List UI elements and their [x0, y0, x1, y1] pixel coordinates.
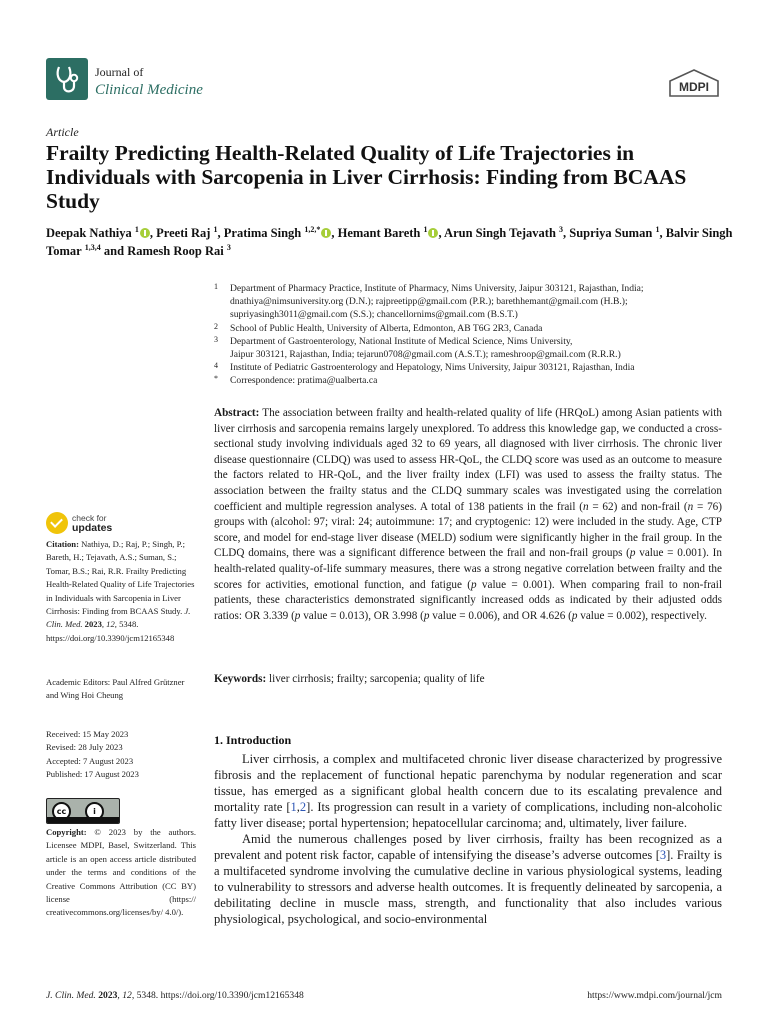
intro-paragraph: Liver cirrhosis, a complex and multifaceted chronic liver disease characterized by progressive fibrosis and the replacement of functional hepatic parenchyma by nodular regeneration and scar tissue, has emerged as a significant global health concern due to its escalating prevalence and mortality rate [1,2]. Its progression can result in a variety of complications, including non-alcoholic fatty liver disease; portal hypertension; hepatocellular carcinoma; and, ultimately, liver failure.	[214, 752, 722, 830]
affiliation-line: Department of Pharmacy Practice, Institute of Pharmacy, Nims University, Jaipur 303121, Rajasthan, India;	[230, 283, 644, 294]
introduction-body	[214, 751, 722, 927]
affiliation-item	[214, 335, 734, 361]
cc-icon: cc	[52, 802, 71, 821]
copyright-notice: Copyright: © 2023 by the authors. Licensee MDPI, Basel, Switzerland. This article is an open access article distributed under the terms and conditions of the Creative Commons Attribution (CC BY) license (https:// creativecommons.org/licenses/by/ 4.0/).	[46, 827, 196, 918]
author-affiliation-sup: 1,2,*	[304, 224, 321, 234]
affiliation-number: 4	[214, 361, 218, 371]
cc-by-license-icon[interactable]	[46, 798, 120, 824]
author-list: Deepak Nathiya $^1$ , Preeti Raj $^1$, Pratima Singh $^{1,2,*}$ , Hemant Bareth $^1$ , Arun Singh Tejavath $^3$, Supriya Suman $^1$, Balvir Singh Tomar $^{1,3,4}$ and Ramesh Roop Rai $^3$	[46, 224, 733, 258]
journal-name: Clinical Medicine	[95, 82, 203, 98]
author-name[interactable]: Supriya Suman	[569, 226, 653, 240]
author-name[interactable]: Hemant Bareth	[337, 226, 421, 240]
author-affiliation-sup: 1	[423, 224, 428, 234]
academic-editors: Academic Editors: Paul Alfred Grützner and Wing Hoi Cheung	[46, 677, 185, 701]
affiliation-line: Jaipur 303121, Rajasthan, India; tejarun0708@gmail.com (A.S.T.); rameshroop@gmail.com (R.R.R.)	[230, 349, 621, 361]
intro-paragraph: Amid the numerous challenges posed by liver cirrhosis, frailty has been recognized as a prevalent and potent risk factor, capable of intensifying the disease’s adverse outcomes [3]. Frailty is a multifaceted syndrome involving the cumulative decline in various physiological systems, leading to vulnerability to stressors and adverse health outcomes. It is frequently delineated by sarcopenia, a debilitating decline in muscle mass, strength, and functionality that also includes various physiological, psychological, and socio-environmental	[214, 832, 722, 926]
abstract-label: Abstract:	[214, 407, 260, 419]
author-affiliation-sup: 1,3,4	[84, 242, 101, 252]
footer-citation: J. Clin. Med. 2023, 12, 5348. https://doi.org/10.3390/jcm12165348	[46, 990, 304, 1001]
author-name[interactable]: Preeti Raj	[156, 226, 211, 240]
publication-dates	[46, 728, 196, 782]
received-date: Received: 15 May 2023	[46, 729, 129, 739]
affiliation-item	[214, 282, 734, 322]
affiliations	[214, 282, 734, 388]
affiliation-item	[214, 322, 734, 335]
journal-title	[95, 64, 203, 99]
section-heading-introduction: 1. Introduction	[214, 733, 292, 747]
abstract: Abstract: The association between frailty and health-related quality of life (HRQoL) among Asian patients with liver cirrhosis and sarcopenia remains largely unexplored. To address this knowledge gap, we conducted a cross-sectional study involving individuals aged 32 to 69 years, all diagnosed with liver cirrhosis. The chronic liver disease questionnaire (CLDQ) was used to assess HR-QoL, the CLDQ score was used as an outcome to measure the factors related to HR-QoL, and the liver frailty index (LFI) was used to assess the frailty status. The association between the frailty status and the CLDQ summary scales was investigated using the correlation coefficient and multiple regression analyses. A total of 138 patients in the frail (n = 62) and non-frail (n = 76) groups with (alcohol: 97; viral: 24; autoimmune: 17; and cryptogenic: 12) were included in the study. Age, CTP score, and model for end-stage liver disease (MELD) sodium were significantly higher in the frail group. In the CLDQ domains, there was a significant difference between the frail and non-frail groups (p value = 0.001). In health-related quality-of-life summary measures, there was a strong negative correlation between frailty and the scores for activities, emotional function, and fatigue (p value = 0.001). When comparing frail to non-frail patients, these characteristics demonstrated significantly increased odds as indicated by their adjusted odds ratios: OR 3.339 (p value = 0.013), OR 3.998 (p value = 0.006), and OR 4.626 (p value = 0.002), respectively.	[214, 407, 722, 622]
citation-link-3[interactable]: 3	[659, 848, 667, 862]
author-affiliation-sup: 1	[655, 224, 660, 234]
published-date: Published: 17 August 2023	[46, 769, 139, 780]
affiliation-item	[214, 374, 734, 387]
affiliation-number: 1	[214, 282, 218, 291]
affiliation-line: supriyasingh3011@gmail.com (S.S.); chancellornims@gmail.com (B.S.T.)	[230, 309, 518, 321]
orcid-icon[interactable]	[428, 228, 438, 238]
accepted-date: Accepted: 7 August 2023	[46, 755, 134, 766]
orcid-icon[interactable]	[140, 228, 150, 238]
citation-link-2[interactable]: 2	[299, 800, 307, 814]
affiliation-line: Department of Gastroenterology, National Institute of Medical Science, Nims University,	[230, 335, 573, 347]
affiliation-number: 3	[214, 334, 218, 344]
stethoscope-icon	[46, 58, 88, 100]
attribution-icon: i	[85, 802, 104, 821]
keywords: Keywords: liver cirrhosis; frailty; sarcopenia; quality of life	[214, 673, 485, 685]
affiliation-line: School of Public Health, University of Alberta, Edmonton, AB T6G 2R3, Canada	[230, 322, 543, 334]
author-name[interactable]: Arun Singh Tejavath	[444, 226, 556, 240]
affiliation-item	[214, 361, 734, 374]
author-affiliation-sup: 1	[134, 224, 139, 234]
author-name[interactable]: Deepak Nathiya	[46, 226, 132, 240]
article-title: Frailty Predicting Health-Related Quality of Life Trajectories in Individuals with Sarcopenia in Liver Cirrhosis: Finding from BCAAS Study	[46, 141, 687, 213]
journal-of: Journal of	[95, 65, 144, 79]
author-name[interactable]: Ramesh Roop Rai	[127, 244, 224, 258]
affiliation-line: Institute of Pediatric Gastroenterology and Hepatology, Nims University, Jaipur 303121, Rajasthan, India	[230, 362, 635, 374]
keywords-label: Keywords:	[214, 673, 267, 685]
revised-date: Revised: 28 July 2023	[46, 742, 123, 753]
publisher-name: MDPI	[679, 80, 709, 94]
affiliation-number: 2	[214, 321, 218, 331]
citation-link-1[interactable]: 1	[290, 800, 297, 814]
orcid-icon[interactable]	[321, 228, 331, 238]
article-type: Article	[46, 125, 79, 139]
footer-journal-url[interactable]: https://www.mdpi.com/journal/jcm	[587, 990, 722, 1001]
author-affiliation-sup: 1	[213, 224, 218, 234]
checkmark-icon	[46, 512, 68, 534]
affiliation-line: dnathiya@nimsuniversity.org (D.N.); rajpreetipp@gmail.com (P.R.); barethhemant@gmail.com (H.B.);	[230, 296, 628, 308]
affiliation-line: Correspondence: pratima@ualberta.ca	[230, 375, 378, 387]
author-affiliation-sup: 3	[226, 242, 231, 252]
author-name[interactable]: Balvir Singh Tomar	[46, 226, 733, 258]
author-affiliation-sup: 3	[559, 224, 564, 234]
citation-block: Citation: Nathiya, D.; Raj, P.; Singh, P.; Bareth, H.; Tejavath, A.S.; Suman, S.; Tomar, B.S.; Rai, R.R. Frailty Predicting Health-Related Quality of Life Trajectories in Individuals with Sarcopenia in Liver Cirrhosis: Finding from BCAAS Study. J. Clin. Med. 2023, 12, 5348. https://doi.org/10.3390/jcm12165348	[46, 539, 195, 643]
author-name[interactable]: Pratima Singh	[223, 226, 302, 240]
mdpi-logo	[666, 68, 722, 98]
affiliation-number: *	[214, 374, 218, 384]
check-for-updates-button[interactable]: check for updates	[46, 512, 166, 536]
